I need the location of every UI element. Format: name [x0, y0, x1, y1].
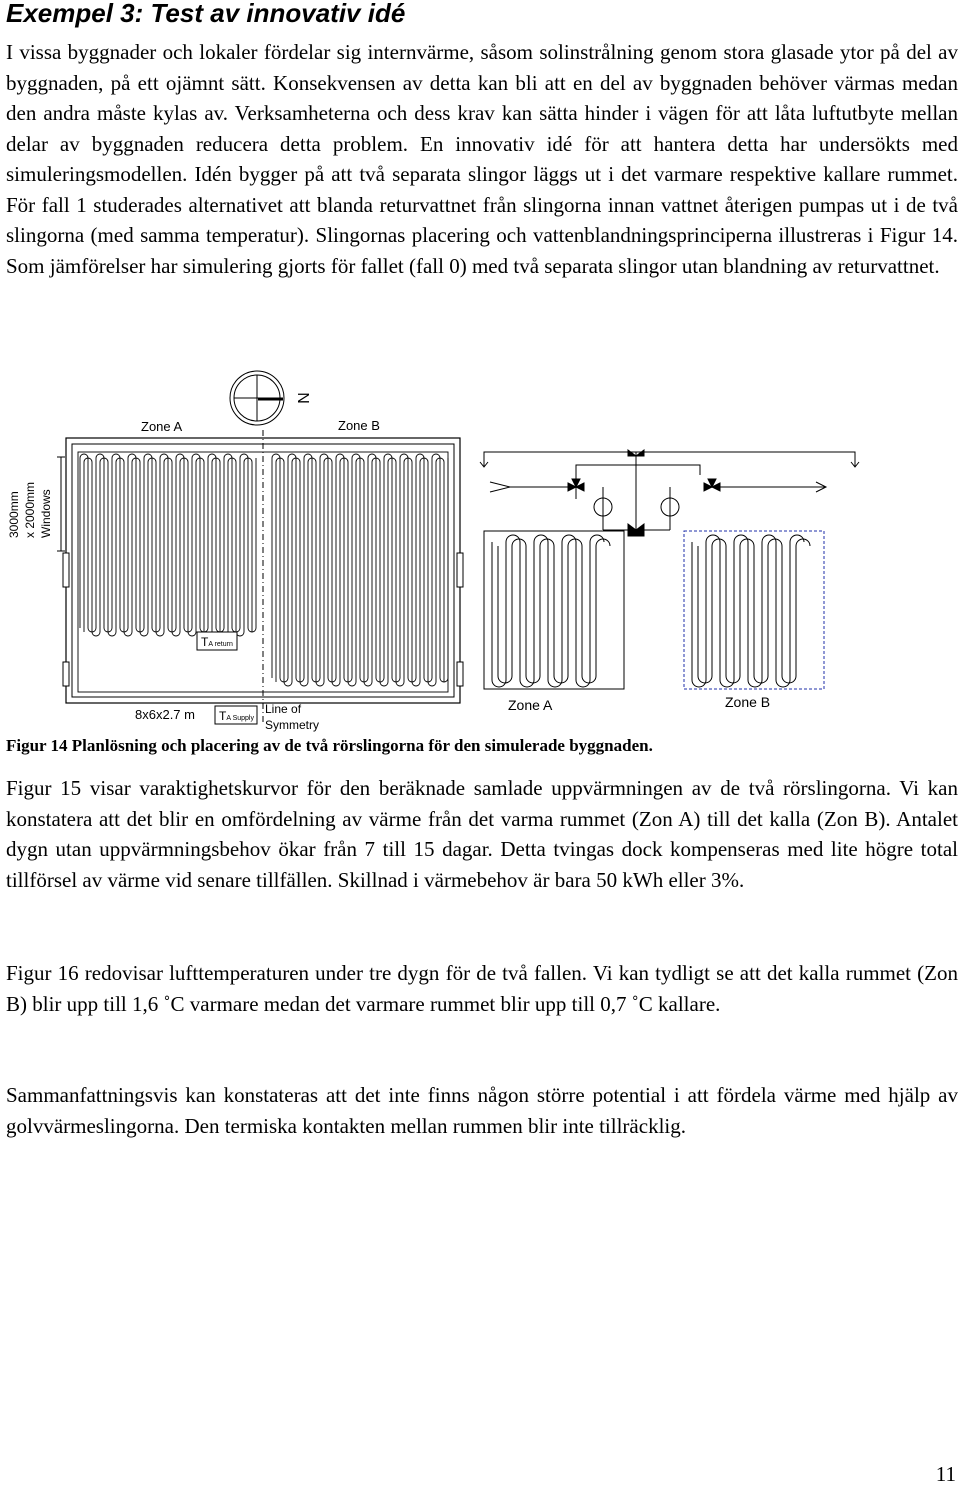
section-heading: Exempel 3: Test av innovativ idé [6, 0, 406, 28]
svg-text:x 2000mm: x 2000mm [23, 481, 37, 538]
intro-paragraph: I vissa byggnader och lokaler fördelar sig internvärme, såsom solinstrålning genom stora glasade ytor på del av byggnaden, på ett ojämnt sätt. Konsekvensen av detta kan bli att en del av byggnaden behöver värmas medan den andra måste kylas av. Verksamheterna och dess krav kan sätta hinder i vägen för att låta luftutbyte mellan delar av byggnaden reducera detta problem. En innovativ idé för att hantera detta har undersökts med simuleringsmodellen. Idén bygger på att två separata slingor läggs ut i det varmare respektive kallare rummet. För fall 1 studerades alternativet att blanda returvattnet från slingorna innan vattnet återigen pumpas ut i de två slingorna (med samma temperatur). Slingornas placering och vattenblandningsprinciperna illustreras i Figur 14. Som jämförelser har simulering gjorts för fallet (fall 0) med två separata slingor utan blandning av returvattnet. [6, 40, 958, 278]
svg-text:3000mm: 3000mm [7, 491, 21, 538]
body-paragraph-2: Figur 16 redovisar lufttemperaturen under tre dygn för de två fallen. Vi kan tydligt se att det kalla rummet (Zon B) blir upp till 1,6 ˚C varmare medan det varmare rummet blir upp till 0,7 ˚C kallare. [6, 961, 958, 1016]
compass-north-label: N [294, 392, 311, 404]
mixing-schematic [480, 450, 859, 689]
t-supply-label: TA Supply [219, 709, 254, 723]
body-paragraph-1: Figur 15 visar varaktighetskurvor för den beräknade samlade uppvärmningen av de två rörslingorna. Vi kan konstatera att det blir en omfördelning av värme från det varma rummet (Zon A) till det kalla (Zon B). Antalet dygn utan uppvärmningsbehov ökar från 7 till 15 dagar. Detta tvingas dock kompenseras med lite högre total tillförsel av värme vid senare tillfällen. Skillnad i värmebehov är bara 50 kWh eller 3%. [6, 776, 958, 892]
zone-b-top-label: Zone B [338, 418, 380, 433]
figure-14-diagram [0, 370, 960, 735]
page-number: 11 [935, 1462, 956, 1486]
schematic-zone-a-label: Zone A [508, 697, 553, 713]
svg-text:Windows: Windows [39, 489, 53, 538]
dimensions-label: 8x6x2.7 m [135, 707, 195, 722]
schematic-coils [492, 535, 810, 687]
zone-a-top-label: Zone A [141, 419, 183, 434]
t-return-label: TA return [201, 635, 233, 649]
floor-plan [57, 430, 463, 725]
schematic-zone-b-label: Zone B [725, 694, 771, 710]
compass-icon [230, 371, 284, 425]
figure-caption: Figur 14 Planlösning och placering av de två rörslingorna för den simulerade byggnaden. [6, 736, 653, 755]
line-of-symmetry-label: Line of Symmetry [265, 702, 319, 732]
window-dimension-label [7, 482, 53, 538]
body-paragraph-3: Sammanfattningsvis kan konstateras att det inte finns någon större potential i att fördela värme med hjälp av golvvärmeslingorna. Den termiska kontakten mellan rummen blir inte tillräcklig. [6, 1083, 958, 1138]
